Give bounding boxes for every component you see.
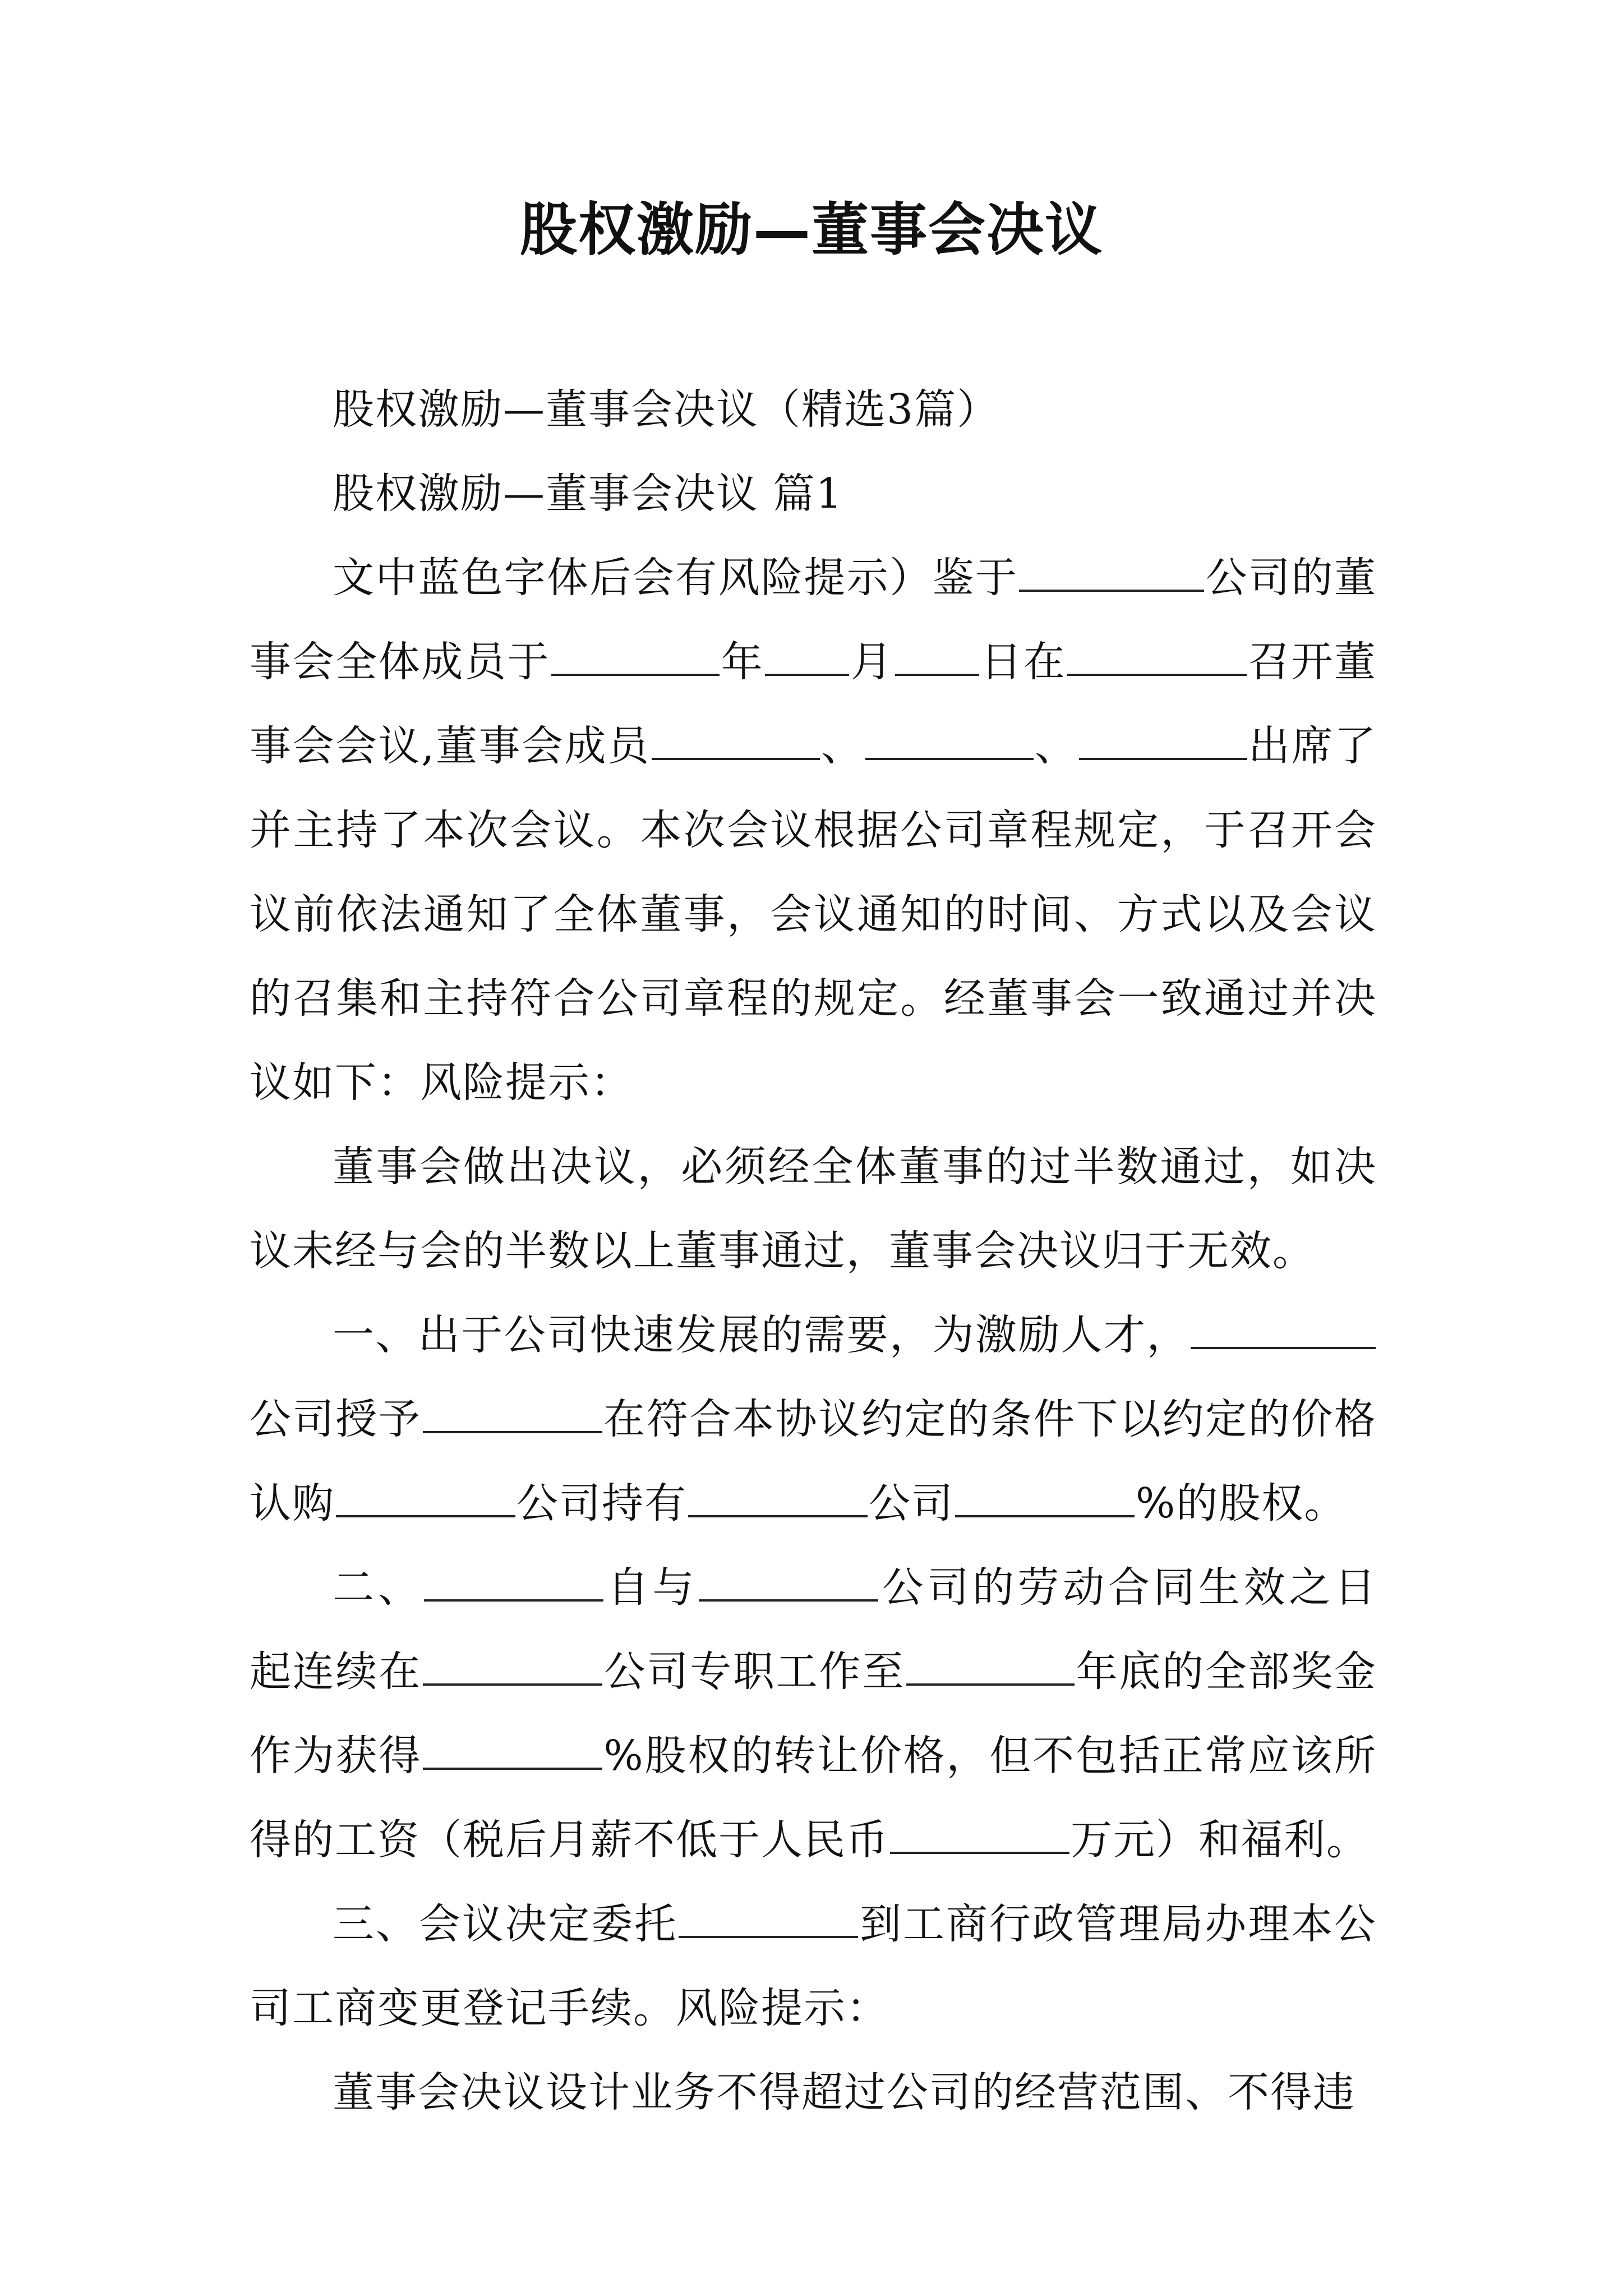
blank-line xyxy=(688,1478,868,1517)
blank-line xyxy=(423,1646,602,1686)
text-segment: 公司的董事会全体成员于 xyxy=(250,554,1377,686)
text-segment: 日在 xyxy=(980,638,1067,686)
blank-line xyxy=(1079,721,1247,760)
blank-line xyxy=(865,721,1034,760)
blank-line xyxy=(652,721,820,760)
blank-line xyxy=(955,1478,1135,1517)
blank-line xyxy=(1019,553,1204,592)
text-segment: %股权的转让价格，但不包括正常应该所得的工资（税后月薪不低于人民币 xyxy=(250,1732,1377,1864)
text-segment: 一、出于公司快速发展的需要，为激励人才， xyxy=(333,1311,1189,1359)
blank-line xyxy=(906,1646,1075,1686)
paragraph-risk-note-1: 董事会做出决议，必须经全体董事的过半数通过，如决议未经与会的半数以上董事通过，董事会决议归于无效。 xyxy=(250,1143,1377,1275)
text-segment: 公司 xyxy=(869,1479,954,1527)
text-segment: 公司持有 xyxy=(517,1479,687,1527)
text-segment: 公司的劳动合同生效之日起连续在 xyxy=(250,1563,1377,1696)
text-segment: 年 xyxy=(721,638,764,686)
text-segment: 在符合本协议约定的条件下以约定的价格认购 xyxy=(250,1395,1377,1527)
blank-line xyxy=(423,1394,602,1433)
paragraph-clause-2 xyxy=(250,1545,1377,1882)
text-segment: 年底的全部奖金作为获得 xyxy=(250,1648,1377,1780)
document-body xyxy=(250,367,1377,2134)
text-segment: 文中蓝色字体后会有风险提示）鉴于 xyxy=(333,554,1018,602)
blank-line xyxy=(765,637,849,676)
blank-line xyxy=(1067,637,1247,676)
blank-line xyxy=(551,637,720,676)
subtitle-paragraph: 股权激励—董事会决议（精选3篇） xyxy=(333,385,1000,434)
blank-line xyxy=(423,1731,602,1770)
text-segment: 到工商行政管理局办理本公司工商变更登记手续。风险提示： xyxy=(250,1900,1377,2032)
text-segment: 自与 xyxy=(605,1563,698,1612)
blank-line xyxy=(895,637,979,676)
blank-line xyxy=(699,1562,878,1602)
section-heading: 股权激励—董事会决议 篇1 xyxy=(333,470,843,518)
text-segment: 公司授予 xyxy=(250,1395,422,1443)
blank-line xyxy=(679,1899,858,1938)
text-segment: 、 xyxy=(1034,722,1078,770)
text-segment: 公司专职工作至 xyxy=(603,1648,905,1696)
text-segment: %的股权。 xyxy=(1136,1479,1347,1527)
text-segment: 召开董事会会议,董事会成员 xyxy=(250,638,1377,770)
blank-line xyxy=(1191,1310,1376,1349)
blank-line xyxy=(890,1815,1069,1854)
blank-line xyxy=(336,1478,515,1517)
text-segment: 三、会议决定委托 xyxy=(333,1900,678,1948)
text-segment: 二、 xyxy=(333,1563,423,1612)
text-segment: 出席了并主持了本次会议。本次会议根据公司章程规定，于召开会议前依法通知了全体董事，会议通知的时间、方式以及会议的召集和主持符合公司章程的规定。经董事会一致通过并决议如下：风险提示： xyxy=(250,722,1377,1107)
text-segment: 万元）和福利。 xyxy=(1071,1816,1369,1864)
paragraph-meeting-intro xyxy=(250,536,1377,1125)
text-segment: 、 xyxy=(820,722,864,770)
paragraph-clause-1 xyxy=(250,1293,1377,1545)
paragraph-clause-3 xyxy=(250,1882,1377,2050)
blank-line xyxy=(424,1562,603,1602)
paragraph-risk-note-2: 董事会决议设计业务不得超过公司的经营范围、不得违 xyxy=(333,2068,1355,2116)
document-title: 股权激励—董事会决议 xyxy=(520,196,1103,264)
text-segment: 月 xyxy=(850,638,894,686)
